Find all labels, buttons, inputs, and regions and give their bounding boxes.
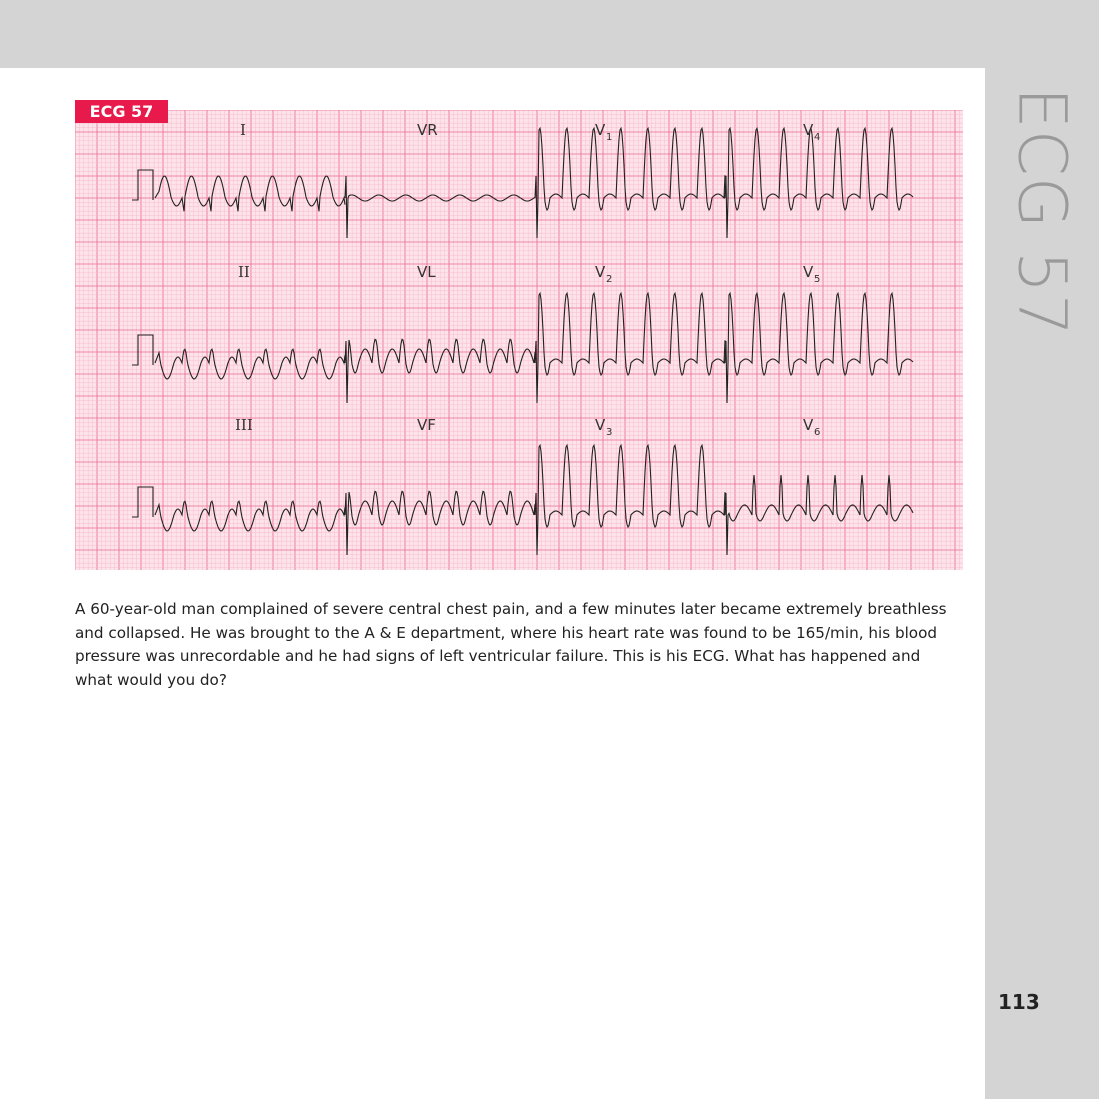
lead-label: III — [235, 416, 253, 434]
lead-label: I — [240, 121, 246, 139]
lead-label-subscript: 2 — [606, 274, 613, 285]
lead-label: V — [595, 121, 606, 139]
lead-label: V — [803, 263, 814, 281]
lead-label: V — [803, 416, 814, 434]
lead-label-subscript: 3 — [606, 427, 613, 438]
lead-label: VL — [417, 263, 436, 281]
lead-label: VR — [417, 121, 438, 139]
lead-label-subscript: 5 — [814, 274, 821, 285]
lead-label-subscript: 1 — [606, 132, 613, 143]
lead-label: V — [803, 121, 814, 139]
side-title: ECG 57 — [1003, 87, 1081, 337]
lead-label-subscript: 4 — [814, 132, 821, 143]
ecg-strip — [75, 110, 963, 570]
case-description: A 60-year-old man complained of severe central chest pain, and a few minutes later became extremely breathless and collapsed. He was brought to the A & E department, where his heart rate was found to be 165/min, his blood pressure was unrecordable and he had signs of left ventricular failure. This is his ECG. What has happened and what would you do? — [75, 600, 947, 689]
lead-label: VF — [417, 416, 436, 434]
lead-label: II — [238, 263, 250, 281]
top-band — [0, 0, 1099, 68]
lead-label: V — [595, 263, 606, 281]
ecg-badge: ECG 57 — [75, 100, 168, 123]
lead-label: V — [595, 416, 606, 434]
page-number: 113 — [998, 990, 1040, 1014]
ecg-paper — [75, 110, 963, 570]
lead-label-subscript: 6 — [814, 427, 821, 438]
